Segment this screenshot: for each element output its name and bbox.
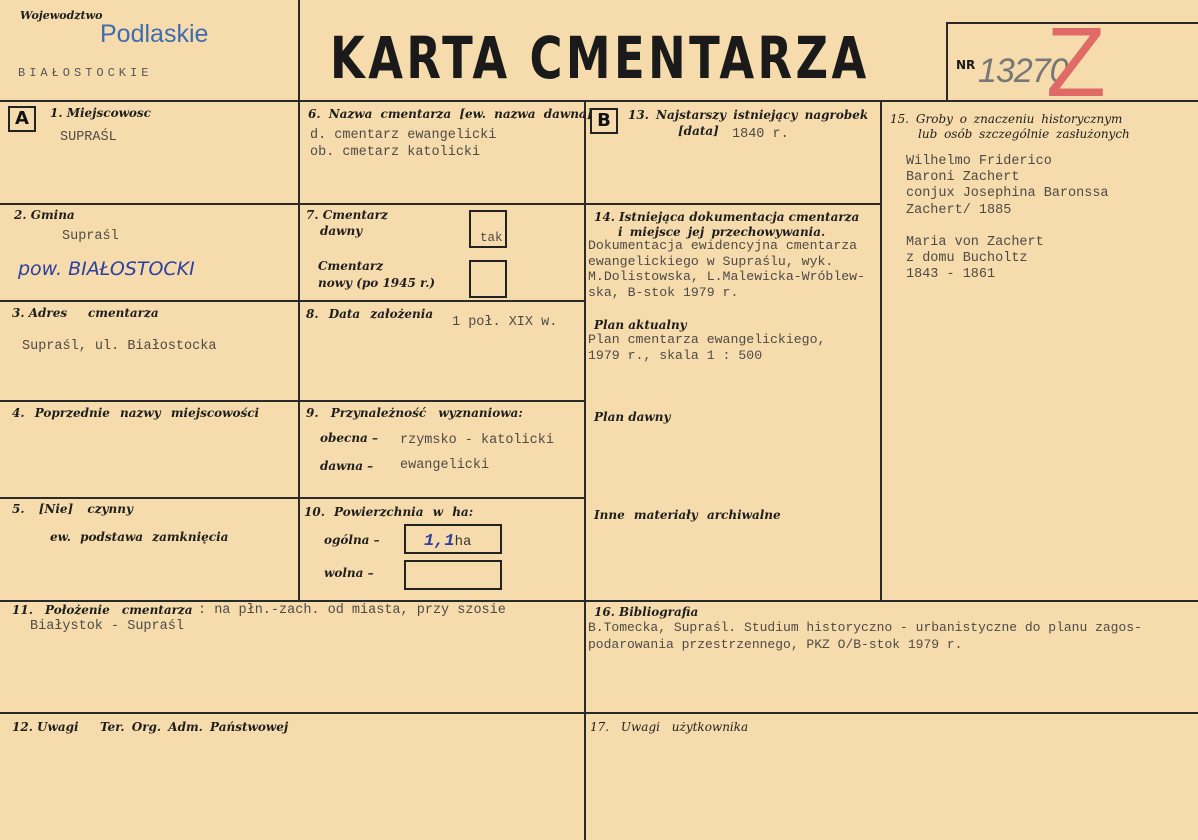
f9-obecna-label: obecna – (320, 431, 379, 445)
section-a-letter: A (8, 106, 36, 132)
rule-row3 (0, 400, 584, 402)
f10-ogolna-value (424, 532, 471, 551)
f7-dawny-l1: 7. Cmentarz (306, 208, 388, 222)
f9-dawna-label: dawna – (320, 459, 374, 473)
f5-sub: ew. podstawa zamknięcia (50, 530, 229, 544)
f7-nowy-checkbox (469, 260, 507, 298)
card-title: KARTA CMENTARZA (330, 24, 870, 92)
rule-row4 (0, 497, 584, 499)
f14-plan (588, 332, 825, 363)
f9-label: 9. Przynależność wyznaniowa: (306, 406, 523, 420)
f10-ogolna-label: ogólna – (324, 533, 380, 547)
f15-label-l2: lub osób szczególnie zasłużonych (918, 127, 1130, 141)
f2-label: 2. Gmina (14, 208, 75, 222)
f9-dawna-value: ewangelicki (400, 458, 490, 473)
rule-row-b1 (584, 203, 880, 205)
f14-plan-dawny-label: Plan dawny (594, 410, 671, 424)
rule-row1 (0, 203, 584, 205)
f15-line: conjux Josephina Baronssa (906, 186, 1109, 202)
f14-documentation (588, 238, 865, 300)
f10-label: 10. Powierzchnia w ha: (304, 505, 474, 519)
rule-main-bottom (0, 600, 1198, 602)
region-typed: BIAŁOSTOCKIE (18, 66, 153, 80)
f16-line2: podarowania przestrzennego, PKZ O/B-stok 1979 r. (588, 637, 963, 652)
f2-powiat-handwritten (18, 258, 195, 280)
rule-nr-left (946, 22, 948, 102)
f14-label-l1: 14. Istniejąca dokumentacja cmentarza (594, 210, 860, 224)
f6-line2: ob. cmetarz katolicki (310, 145, 481, 160)
f3-label-a: 3. Adres (12, 306, 68, 320)
rule-col2-right (584, 100, 586, 840)
f14-plan-line: 1979 r., skala 1 : 500 (588, 347, 763, 363)
section-b-letter: B (590, 108, 618, 134)
f11-line2: Białystok - Supraśl (30, 619, 184, 634)
f13-value: 1840 r. (732, 127, 789, 142)
f15-line (906, 219, 1109, 235)
f15-line: 1843 - 1861 (906, 267, 996, 283)
f2-value: Supraśl (62, 229, 119, 244)
f15-line: Baroni Zachert (906, 170, 1020, 186)
nr-label: NR (956, 58, 976, 72)
rule-lower (0, 712, 1198, 714)
f9-obecna-value: rzymsko - katolicki (400, 433, 554, 448)
f13-label-l2: [data] (678, 124, 719, 138)
province-stamp: Podlaskie (100, 20, 209, 48)
powiat-text: pow. BIAŁOSTOCKI (18, 258, 195, 280)
f7-nowy-l2: nowy (po 1945 r.) (318, 276, 436, 290)
f7-dawny-value: tak (480, 231, 503, 245)
f11-line1: : na płn.-zach. od miasta, przy szosie (198, 603, 506, 618)
f16-label: 16. Bibliografia (594, 605, 699, 619)
f15-line: Maria von Zachert (906, 234, 1044, 250)
f7-dawny-l2: dawny (320, 224, 363, 238)
f8-value: 1 poł. XIX w. (452, 315, 558, 330)
f8-label: 8. Data założenia (306, 307, 434, 321)
f11-label: 11. Położenie cmentarza (12, 603, 193, 617)
province-label: Wojewodztwo (20, 9, 103, 22)
rule-col3-right (880, 100, 882, 600)
f14-line: M.Dolistowska, L.Malewicka-Wróblew- (588, 269, 865, 284)
rule-header-bottom (0, 100, 1198, 102)
f7-nowy-l1: Cmentarz (318, 259, 384, 273)
nr-value: 13270 (978, 52, 1068, 90)
f14-plan-aktualny-label: Plan aktualny (594, 318, 687, 332)
f13-label-l1: 13. Najstarszy istniejący nagrobek (628, 108, 869, 122)
f3-value: Supraśl, ul. Białostocka (22, 339, 217, 354)
f1-label: 1. Miejscowosc (50, 106, 151, 120)
f14-line: ska, B-stok 1979 r. (588, 284, 739, 300)
f17-label: 17. Uwagi użytkownika (590, 720, 749, 734)
f4-label: 4. Poprzednie nazwy miejscowości (12, 406, 260, 420)
f10-wolna-label: wolna – (324, 566, 374, 580)
f3-label-b: cmentarza (88, 306, 159, 320)
category-mark: Z (1046, 7, 1106, 117)
f1-value: SUPRAŚL (60, 130, 117, 145)
f14-line: ewangelickiego w Supraślu, wyk. (588, 253, 834, 269)
ogolna-number: 1,1 (424, 532, 455, 551)
f12-label: 12. Uwagi (12, 720, 79, 734)
f5-label: 5. [Nie] czynny (12, 502, 133, 516)
f15-line: Wilhelmo Friderico (906, 154, 1052, 169)
f12-value: Ter. Org. Adm. Państwowej (100, 720, 289, 734)
f14-label-l2: i miejsce jej przechowywania. (618, 225, 826, 239)
f10-wolna-box (404, 560, 502, 590)
f6-line1: d. cmentarz ewangelicki (310, 128, 497, 143)
f15-graves (906, 154, 1109, 283)
f14-plan-line: Plan cmentarza ewangelickiego, (588, 332, 826, 347)
f6-label: 6. Nazwa cmentarza [ew. nazwa dawna] (308, 107, 593, 121)
f16-line1: B.Tomecka, Supraśl. Studium historyczno - urbanistyczne do planu zagos- (588, 620, 1142, 635)
f15-label-l1: 15. Groby o znaczeniu historycznym (890, 112, 1123, 126)
f14-line: Dokumentacja ewidencyjna cmentarza (588, 238, 858, 253)
f14-inne-label: Inne materiały archiwalne (594, 508, 781, 522)
f15-line: z domu Bucholtz (906, 251, 1028, 267)
f15-line: Zachert/ 1885 (906, 202, 1012, 218)
rule-row2 (0, 300, 584, 302)
ogolna-unit: ha (454, 534, 472, 550)
